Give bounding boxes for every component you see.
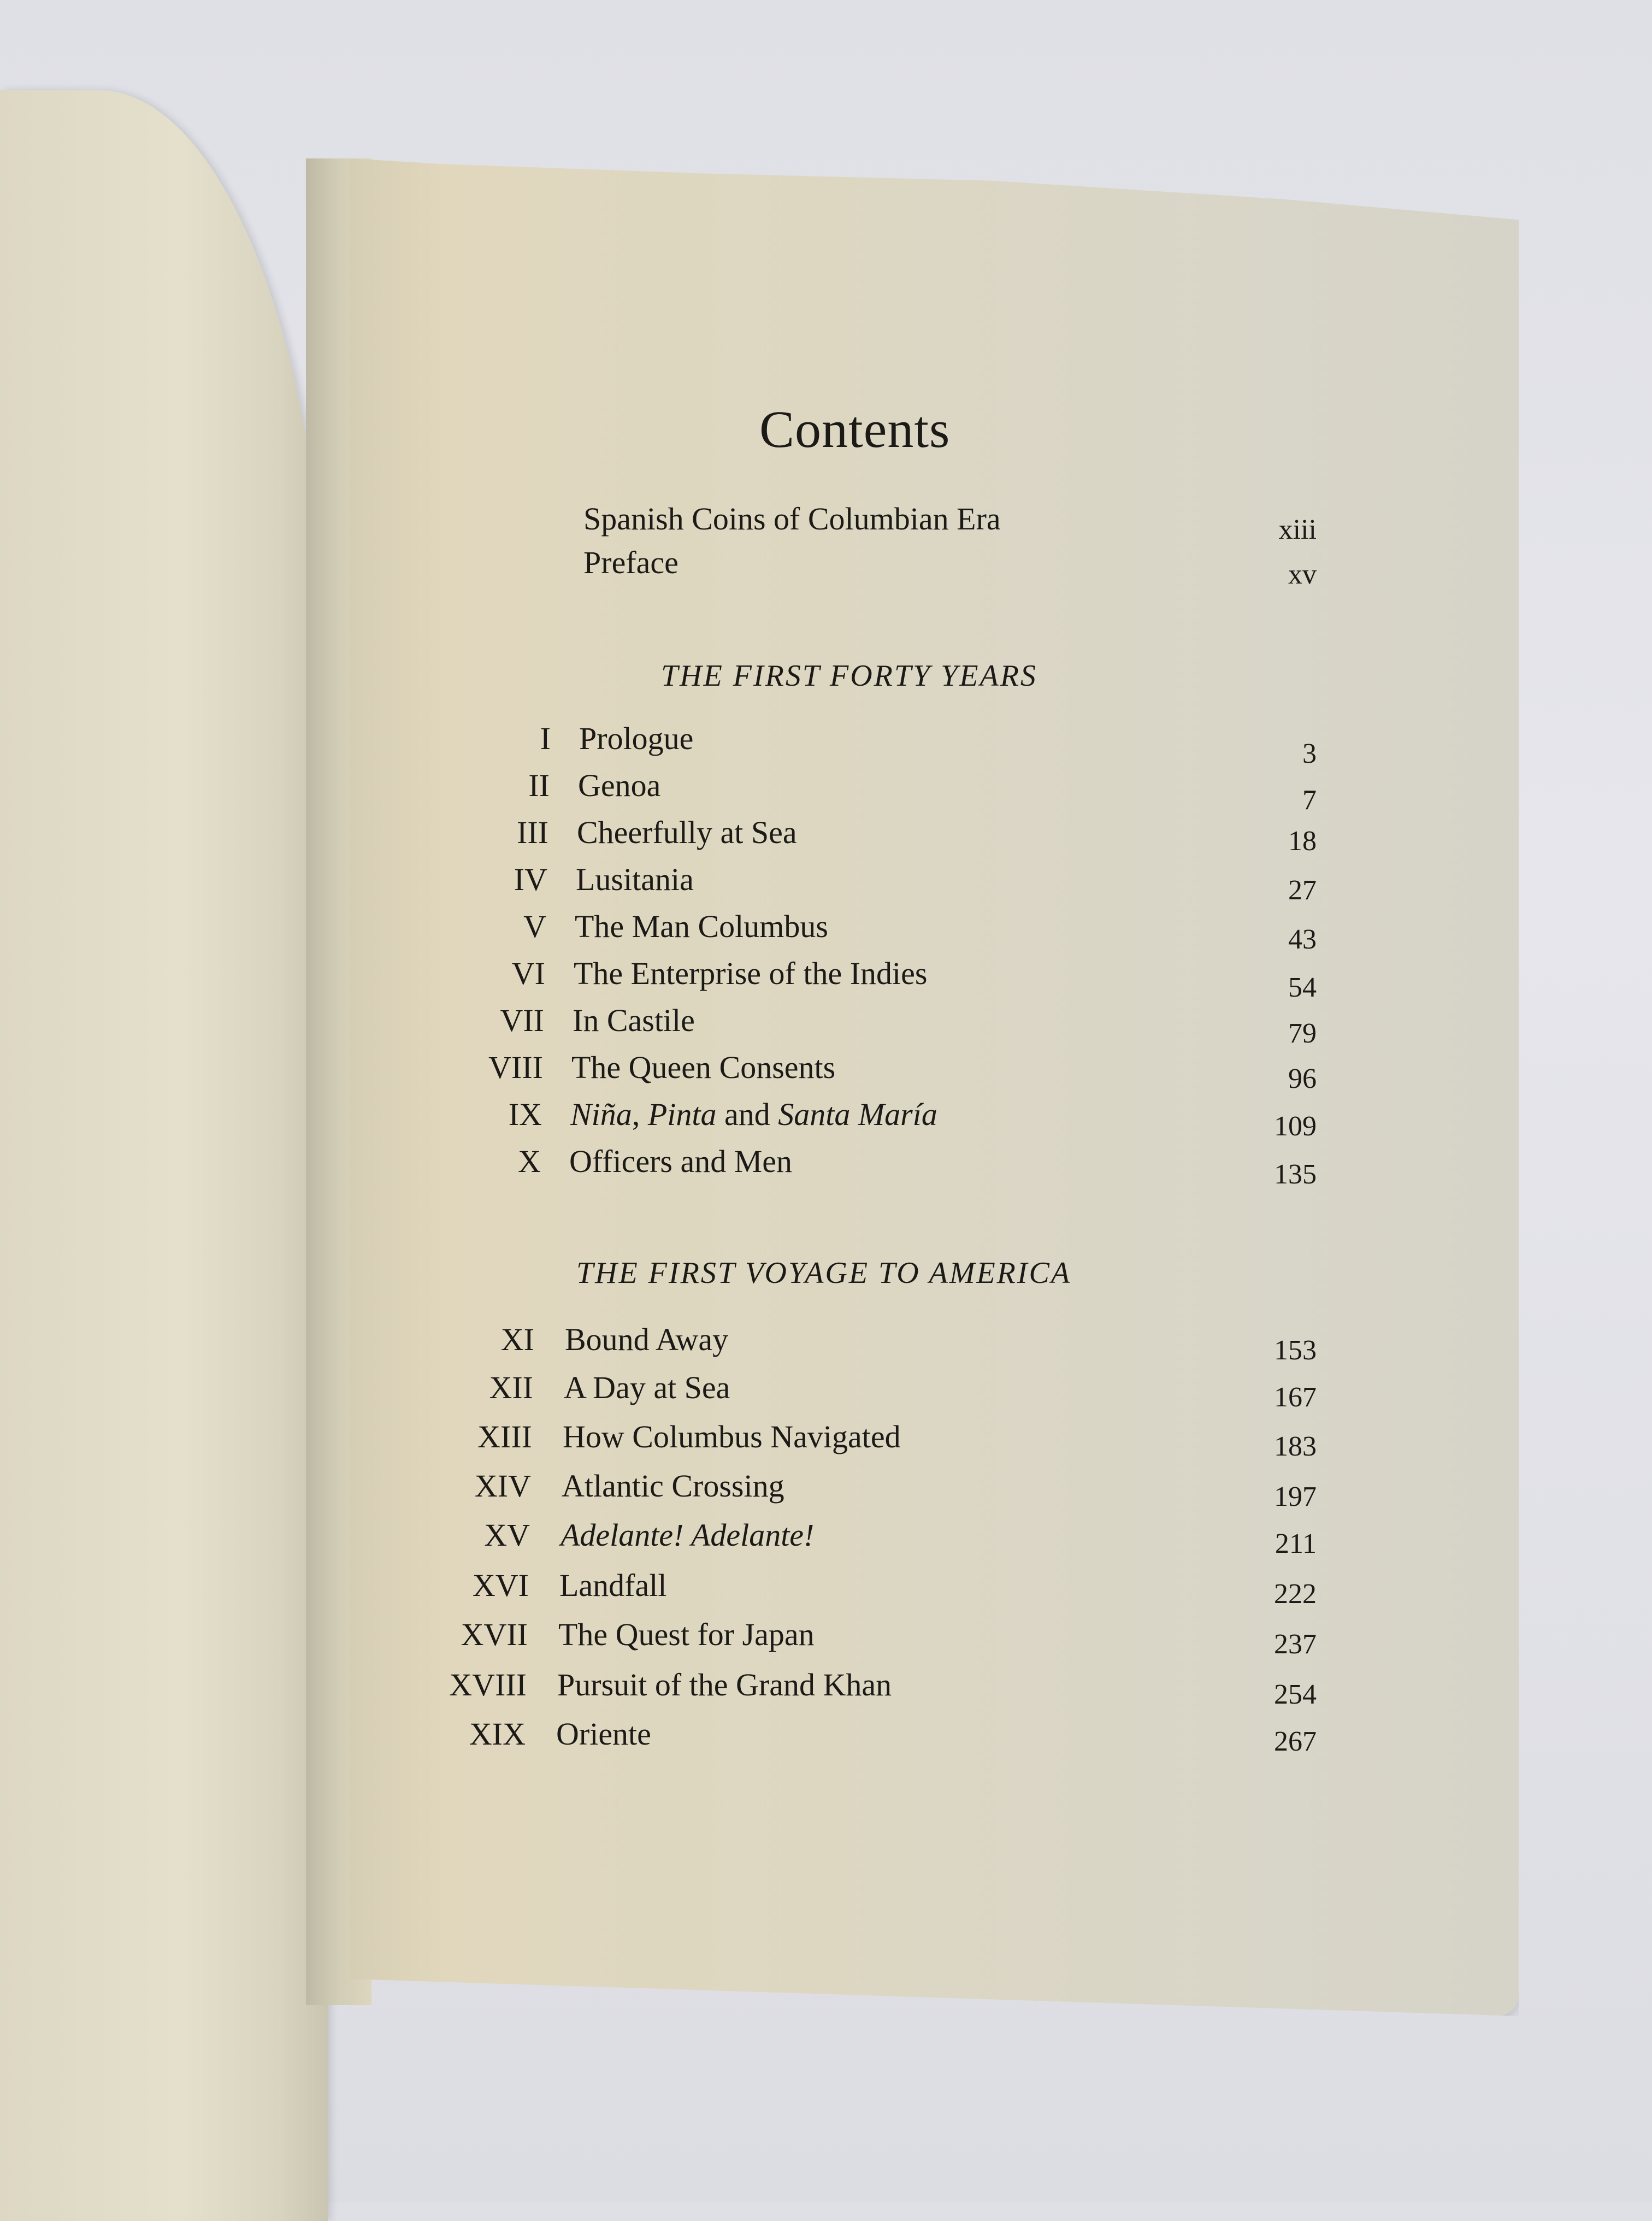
- chapter-title: Prologue: [579, 721, 694, 756]
- chapter-number: XV: [484, 1517, 530, 1553]
- chapter-page: 237: [1274, 1629, 1317, 1660]
- chapter-title: The Quest for Japan: [558, 1617, 815, 1652]
- chapter-page: 167: [1274, 1382, 1317, 1413]
- section-heading: THE FIRST VOYAGE TO AMERICA: [576, 1256, 1072, 1290]
- chapter-number: VIII: [488, 1050, 543, 1085]
- chapter-title: How Columbus Navigated: [563, 1419, 901, 1454]
- entry-page: xiii: [1278, 514, 1317, 545]
- chapter-number: XIX: [469, 1716, 526, 1752]
- chapter-page: 135: [1274, 1159, 1317, 1190]
- chapter-page: 3: [1302, 738, 1317, 769]
- chapter-page: 7: [1302, 785, 1317, 816]
- chapter-title: Lusitania: [576, 862, 694, 897]
- chapter-page: 79: [1288, 1018, 1317, 1049]
- chapter-number: II: [528, 768, 550, 803]
- chapter-page: 211: [1275, 1528, 1317, 1559]
- chapter-page: 27: [1288, 875, 1317, 906]
- chapter-title: Niña, Pinta and Santa María: [570, 1097, 937, 1132]
- chapter-number: V: [523, 909, 546, 944]
- chapter-page: 153: [1274, 1335, 1317, 1366]
- chapter-page: 54: [1288, 972, 1317, 1003]
- chapter-page: 109: [1274, 1111, 1317, 1142]
- chapter-title: The Enterprise of the Indies: [574, 956, 928, 991]
- chapter-number: XI: [500, 1322, 534, 1357]
- chapter-title: Landfall: [559, 1568, 667, 1603]
- chapter-number: VI: [511, 956, 545, 991]
- page-title: Contents: [759, 400, 951, 458]
- chapter-number: IV: [514, 862, 547, 897]
- chapter-number: I: [540, 721, 551, 756]
- chapter-title: Oriente: [556, 1716, 651, 1752]
- entry-page: xv: [1288, 559, 1317, 590]
- chapter-title: The Queen Consents: [571, 1050, 836, 1085]
- ship-name-pinta: Pinta: [647, 1097, 717, 1132]
- chapter-title: Genoa: [578, 768, 661, 803]
- chapter-number: IX: [508, 1097, 542, 1132]
- chapter-number: XII: [489, 1370, 533, 1405]
- chapter-page: 96: [1288, 1063, 1317, 1094]
- chapter-number: III: [517, 815, 548, 850]
- chapter-number: XIII: [477, 1419, 532, 1454]
- chapter-page: 267: [1274, 1726, 1317, 1757]
- chapter-page: 43: [1288, 924, 1317, 955]
- chapter-number: VII: [500, 1003, 544, 1038]
- chapter-number: XVI: [472, 1568, 529, 1603]
- chapter-number: XIV: [474, 1468, 531, 1504]
- chapter-number: X: [518, 1144, 541, 1179]
- chapter-title: A Day at Sea: [564, 1370, 730, 1405]
- chapter-page: 183: [1274, 1431, 1317, 1462]
- entry-label: Spanish Coins of Columbian Era: [583, 501, 1001, 537]
- chapter-title: Bound Away: [565, 1322, 729, 1357]
- chapter-title: Pursuit of the Grand Khan: [557, 1667, 892, 1702]
- chapter-page: 197: [1274, 1481, 1317, 1512]
- chapter-page: 18: [1288, 826, 1317, 857]
- chapter-title: Adelante! Adelante!: [560, 1517, 815, 1553]
- entry-label: Preface: [583, 545, 678, 580]
- chapter-title: Atlantic Crossing: [562, 1468, 784, 1504]
- ship-name-nina: Niña: [570, 1097, 632, 1132]
- chapter-number: XVII: [461, 1617, 528, 1652]
- chapter-title: Officers and Men: [569, 1144, 793, 1179]
- chapter-number: XVIII: [449, 1667, 527, 1702]
- ship-name-santa-maria: Santa María: [778, 1097, 937, 1132]
- chapter-title: In Castile: [573, 1003, 695, 1038]
- section-heading: THE FIRST FORTY YEARS: [661, 659, 1037, 693]
- chapter-page: 222: [1274, 1578, 1317, 1610]
- chapter-page: 254: [1274, 1679, 1317, 1710]
- chapter-title: Cheerfully at Sea: [577, 815, 797, 850]
- chapter-title: The Man Columbus: [575, 909, 828, 944]
